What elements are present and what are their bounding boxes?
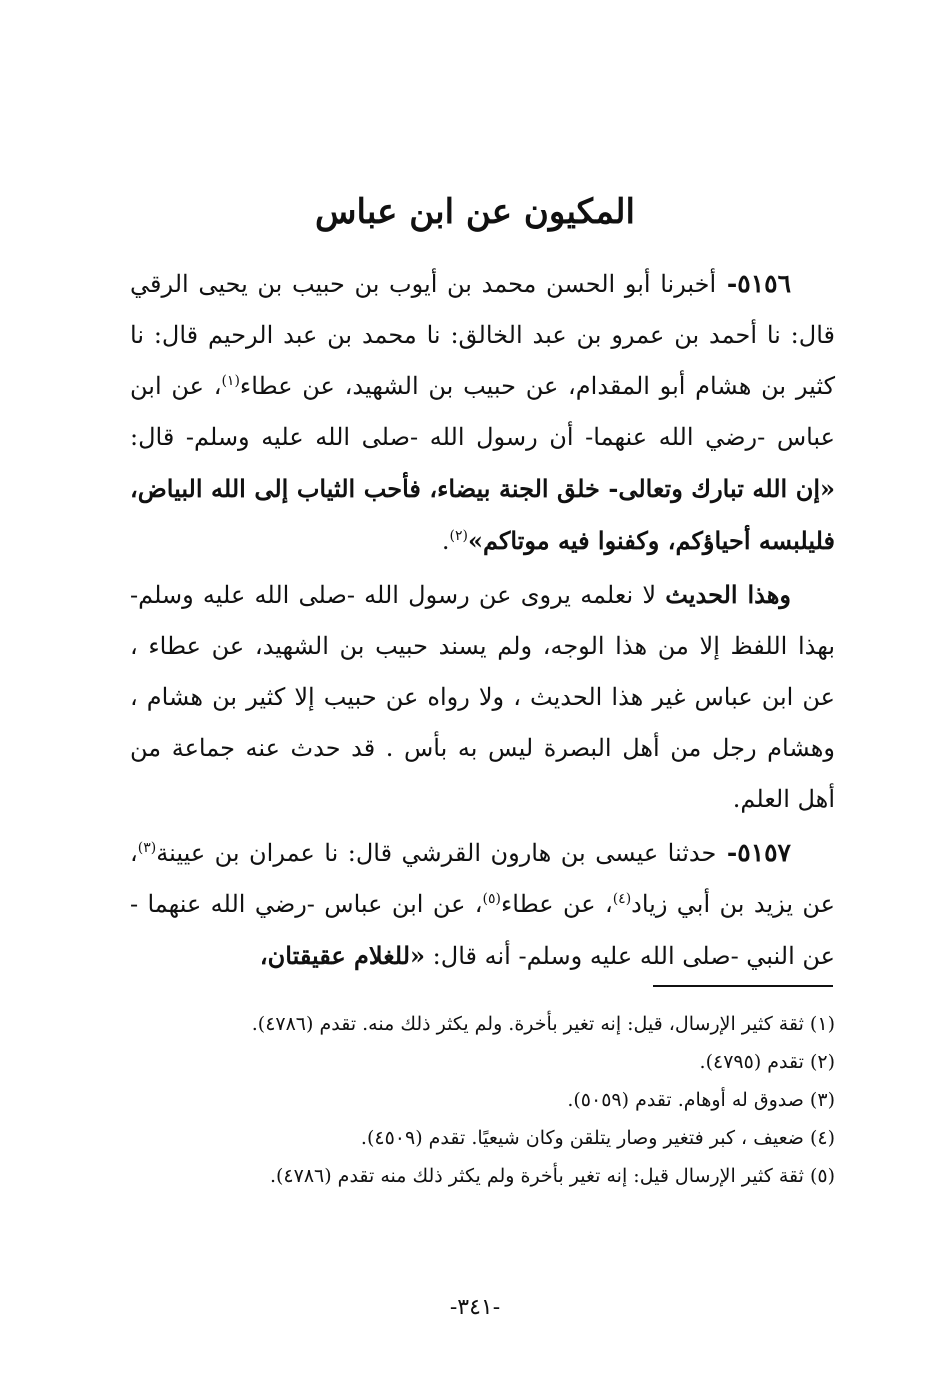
- hadith-number-dash: -: [716, 269, 738, 298]
- footnote-ref: (٤): [612, 891, 632, 907]
- footnote-4: (٤) ضعيف ، كبر فتغير وصار يتلقن وكان شيعيًا. تقدم (٤٥٠٩).: [360, 1127, 835, 1149]
- page-number: -٣٤١-: [449, 1295, 501, 1320]
- isnad-text: ، عن ابن عباس -رضي الله عنهما - عن النبي -صلى الله عليه وسلم- أنه قال:: [130, 890, 835, 970]
- commentary-paragraph: [130, 569, 835, 825]
- footnote-ref: (١): [221, 373, 240, 389]
- hadith-quote: «للغلام عقيقتان،: [259, 941, 426, 970]
- isnad-text: حدثنا عيسى بن هارون القرشي قال: نا عمران بن عيينة: [156, 839, 717, 867]
- footnote-ref: (٥): [482, 891, 501, 907]
- sentence-end: .: [441, 527, 450, 555]
- hadith-number: ٥١٥٧: [737, 838, 791, 867]
- isnad-text: ، عن يزيد بن أبي زياد: [130, 839, 836, 918]
- commentary-lead: وهذا الحديث: [665, 580, 792, 609]
- footnotes: [130, 1005, 835, 1195]
- hadith-entry-5157: [130, 827, 835, 982]
- footnote-1: (١) ثقة كثير الإرسال، قيل: إنه تغير بأخرة. ولم يكثر ذلك منه. تقدم (٤٧٨٦).: [251, 1013, 835, 1035]
- hadith-number: ٥١٥٦: [737, 269, 791, 298]
- hadith-quote: «إن الله تبارك وتعالى- خلق الجنة بيضاء، فأحب الثياب إلى الله البياض، فليلبسه أحياؤكم، وكفنوا فيه موتاكم»: [130, 474, 835, 555]
- hadith-entry-5156: [130, 258, 835, 567]
- footnote-5: (٥) ثقة كثير الإرسال قيل: إنه تغير بأخرة ولم يكثر ذلك منه تقدم (٤٧٨٦).: [269, 1165, 835, 1187]
- hadith-number-dash: -: [716, 838, 738, 867]
- main-text: [130, 258, 835, 982]
- footnote-ref: (٣): [137, 840, 157, 856]
- isnad-text: ، عن ابن عباس -رضي الله عنهما- أن رسول الله -صلى الله عليه وسلم- قال:: [130, 372, 835, 451]
- isnad-text: أخبرنا أبو الحسن محمد بن أيوب بن حبيب بن يحيى الرقي قال: نا أحمد بن عمرو بن عبد الخالق: نا محمد بن عبد الرحيم قال: نا كثير بن هشام أبو المقدام، عن حبيب بن الشهيد، عن عطاء: [130, 270, 835, 400]
- commentary-text: لا نعلمه يروى عن رسول الله -صلى الله عليه وسلم- بهذا اللفظ إلا من هذا الوجه، ولم يسند حبيب بن الشهيد، عن عطاء ، عن ابن عباس غير هذا الحديث ، ولا رواه عن حبيب إلا كثير بن هشام ، وهشام رجل من أهل البصرة ليس به بأس . قد حدث عنه جماعة من أهل العلم.: [130, 581, 835, 813]
- footnote-2: (٢) تقدم (٤٧٩٥).: [699, 1051, 835, 1073]
- footnote-3: (٣) صدوق له أوهام. تقدم (٥٠٥٩).: [567, 1089, 835, 1111]
- chapter-title: المكيون عن ابن عباس: [315, 192, 635, 232]
- footnote-separator: [653, 985, 833, 987]
- isnad-text: ، عن عطاء: [501, 890, 613, 918]
- footnote-ref: (٢): [449, 528, 468, 544]
